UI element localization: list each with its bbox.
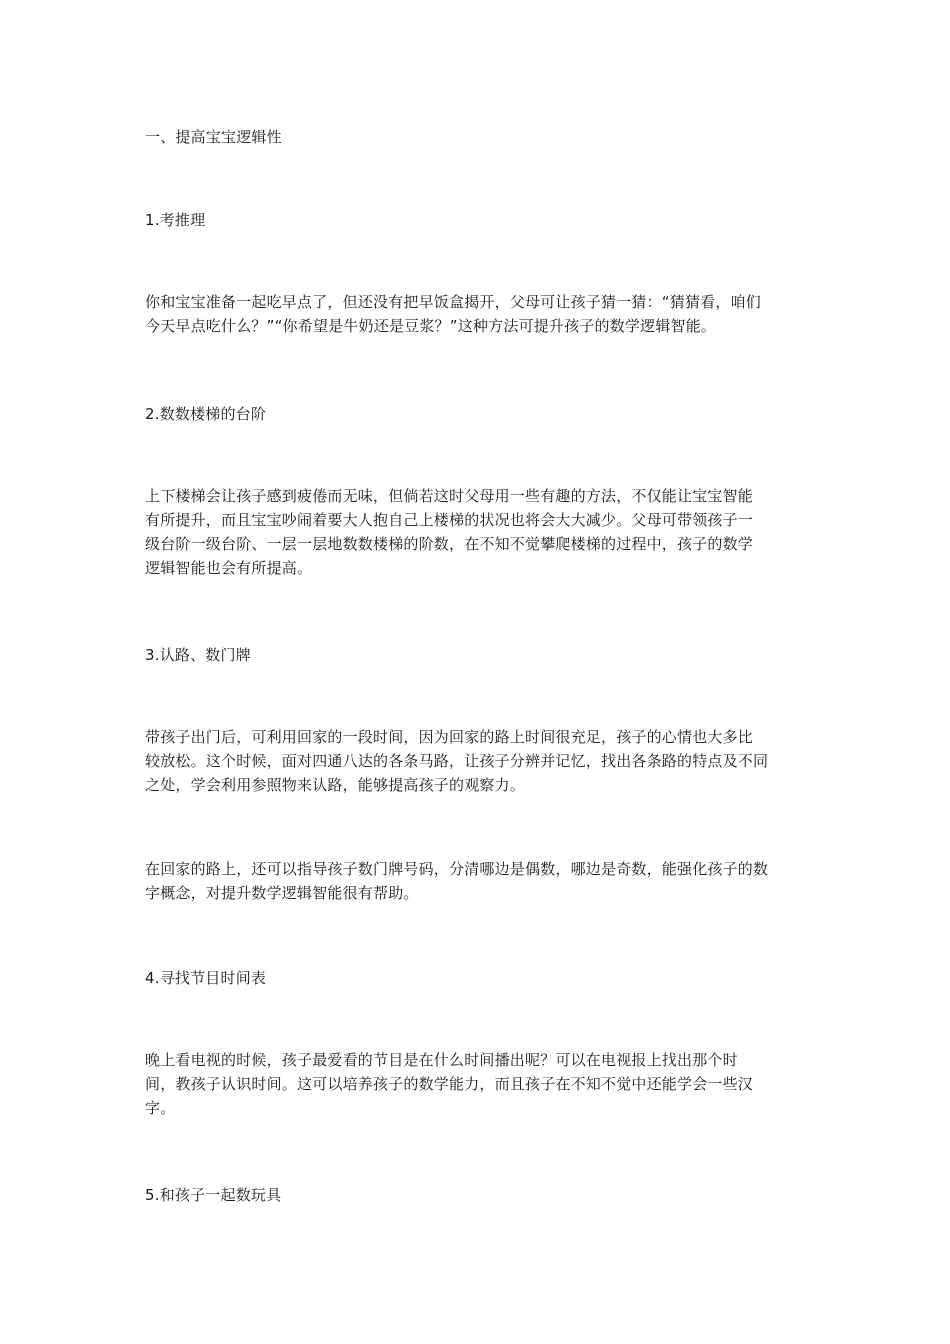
item-3-paragraph-2: 在回家的路上，还可以指导孩子数门牌号码，分清哪边是偶数，哪边是奇数，能强化孩子的数 字概念，对提升数学逻辑智能很有帮助。 (145, 860, 769, 902)
item-3-paragraph-1: 带孩子出门后，可利用回家的一段时间，因为回家的路上时间很充足，孩子的心情也大多比 较放松。这个时候，面对四通八达的各条马路，让孩子分辨并记忆，找出各条路的特点及不同 之处，学会利用参照物来认路，能够提高孩子的观察力。 (145, 728, 769, 794)
item-heading-4: 4.寻找节目时间表 (145, 969, 267, 987)
item-2-paragraph-1: 上下楼梯会让孩子感到疲倦而无味，但倘若这时父母用一些有趣的方法，不仅能让宝宝智能 有所提升，而且宝宝吵闹着要大人抱自己上楼梯的状况也将会大大减少。父母可带领孩子一 级台阶一级台阶、一层一层地数数楼梯的阶数，在不知不觉攀爬楼梯的过程中，孩子的数学 逻辑智能也会有所提高。 (145, 487, 754, 577)
item-heading-1: 1.考推理 (145, 211, 206, 229)
item-heading-3: 3.认路、数门牌 (145, 646, 251, 664)
item-heading-5: 5.和孩子一起数玩具 (145, 1186, 282, 1204)
item-heading-2: 2.数数楼梯的台阶 (145, 405, 267, 423)
item-4-paragraph-1: 晚上看电视的时候，孩子最爱看的节目是在什么时间播出呢？可以在电视报上找出那个时 间，教孩子认识时间。这可以培养孩子的数学能力，而且孩子在不知不觉中还能学会一些汉 字。 (145, 1051, 754, 1117)
item-1-paragraph-1: 你和宝宝准备一起吃早点了，但还没有把早饭盒揭开，父母可让孩子猜一猜：“猜猜看，咱们 今天早点吃什么？”“你希望是牛奶还是豆浆？”这种方法可提升孩子的数学逻辑智能。 (145, 293, 761, 335)
section-title: 一、提高宝宝逻辑性 (145, 128, 282, 146)
document-page (145, 0, 810, 1344)
